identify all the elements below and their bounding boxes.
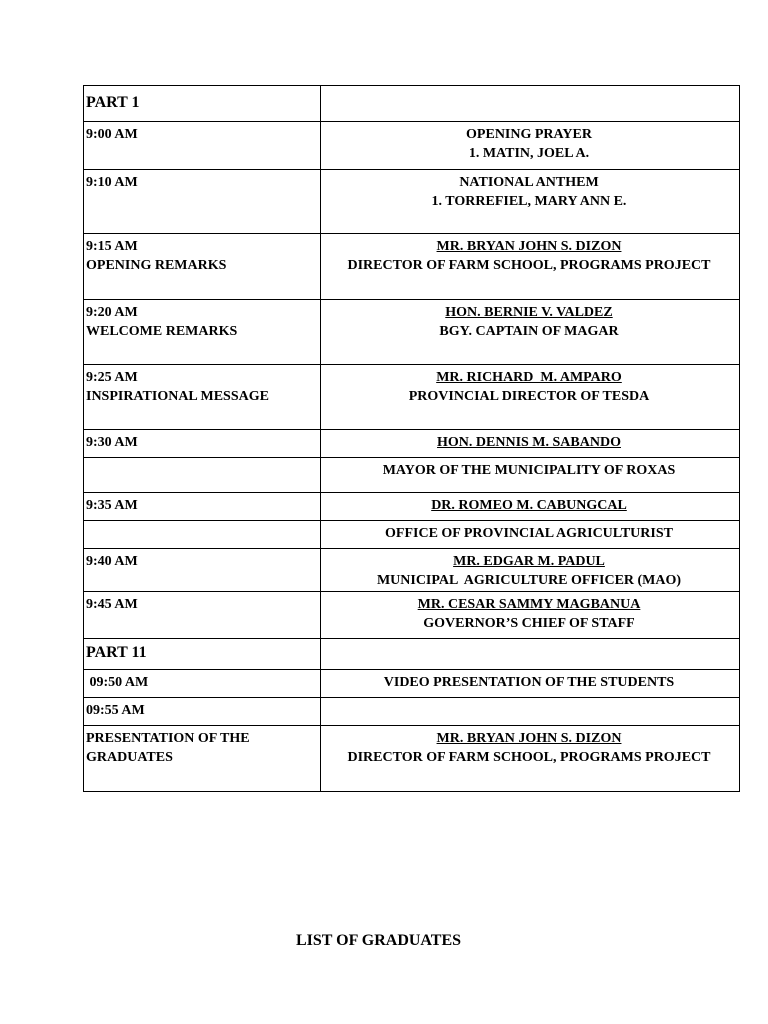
table-row: [84, 458, 740, 493]
time-cell: [84, 234, 321, 300]
activity-cell: [321, 670, 740, 698]
segment-label: PRESENTATION OF THE: [86, 731, 250, 746]
time-cell: [84, 549, 321, 592]
table-row: [84, 493, 740, 521]
time-cell: [84, 170, 321, 234]
table-row: [84, 300, 740, 365]
segment-label: GRADUATES: [86, 750, 173, 765]
time-label: 9:30 AM: [86, 435, 138, 450]
table-row: [84, 234, 740, 300]
table-row: [84, 86, 740, 122]
part-cell: [84, 639, 321, 670]
table-row: [84, 670, 740, 698]
program-table: [83, 85, 740, 792]
participant-name: 1. MATIN, JOEL A.: [468, 146, 590, 161]
speaker-name: MR. CESAR SAMMY MAGBANUA: [417, 597, 641, 612]
time-cell: [84, 592, 321, 639]
time-label: 9:25 AM: [86, 370, 138, 385]
time-cell: [84, 300, 321, 365]
time-label: 9:40 AM: [86, 554, 138, 569]
table-row: [84, 430, 740, 458]
speaker-name: MR. EDGAR M. PADUL: [453, 554, 605, 569]
table-row: [84, 170, 740, 234]
table-row: [84, 365, 740, 430]
speaker-cell: [321, 549, 740, 592]
time-label: 09:50 AM: [86, 675, 149, 690]
time-cell: [84, 365, 321, 430]
speaker-cell: [321, 592, 740, 639]
time-label: 9:00 AM: [86, 127, 138, 142]
speaker-cell: [321, 726, 740, 792]
participant-name: 1. TORREFIEL, MARY ANN E.: [431, 194, 627, 209]
time-cell: [84, 493, 321, 521]
speaker-cell: [321, 365, 740, 430]
activity-cell: [321, 170, 740, 234]
segment-label: WELCOME REMARKS: [86, 324, 238, 339]
speaker-cell: [321, 234, 740, 300]
table-row: [84, 549, 740, 592]
time-cell: [84, 122, 321, 170]
empty-cell: [84, 458, 321, 493]
empty-cell: [321, 698, 740, 726]
segment-cell: [84, 726, 321, 792]
part-label: PART 11: [86, 644, 147, 661]
activity-title: OPENING PRAYER: [466, 127, 592, 142]
table-row: [84, 726, 740, 792]
speaker-title: DIRECTOR OF FARM SCHOOL, PROGRAMS PROJECT: [347, 258, 711, 273]
speaker-title: BGY. CAPTAIN OF MAGAR: [439, 324, 619, 339]
empty-cell: [321, 86, 740, 122]
time-label: 9:45 AM: [86, 597, 138, 612]
time-label: 9:15 AM: [86, 239, 138, 254]
activity-title: NATIONAL ANTHEM: [459, 175, 599, 190]
segment-label: INSPIRATIONAL MESSAGE: [86, 389, 269, 404]
speaker-name: HON. DENNIS M. SABANDO: [437, 435, 621, 450]
time-cell: [84, 698, 321, 726]
table-row: [84, 592, 740, 639]
table-row: [84, 521, 740, 549]
empty-cell: [321, 639, 740, 670]
speaker-name: DR. ROMEO M. CABUNGCAL: [431, 498, 627, 513]
table-row: [84, 698, 740, 726]
segment-label: OPENING REMARKS: [86, 258, 227, 273]
speaker-cell: [321, 493, 740, 521]
time-label: 9:35 AM: [86, 498, 138, 513]
time-label: 9:10 AM: [86, 175, 138, 190]
time-cell: [84, 670, 321, 698]
activity-cell: [321, 122, 740, 170]
empty-cell: [84, 521, 321, 549]
speaker-cell: [321, 430, 740, 458]
speaker-cell: [321, 300, 740, 365]
speaker-title: PROVINCIAL DIRECTOR OF TESDA: [408, 389, 650, 404]
speaker-title: DIRECTOR OF FARM SCHOOL, PROGRAMS PROJECT: [347, 750, 711, 765]
speaker-cell: [321, 458, 740, 493]
activity-title: VIDEO PRESENTATION OF THE STUDENTS: [383, 675, 675, 690]
speaker-title: GOVERNOR’S CHIEF OF STAFF: [423, 616, 635, 631]
speaker-title: MUNICIPAL AGRICULTURE OFFICER (MAO): [376, 573, 682, 588]
speaker-cell: [321, 521, 740, 549]
speaker-title: OFFICE OF PROVINCIAL AGRICULTURIST: [385, 526, 673, 541]
speaker-name: MR. BRYAN JOHN S. DIZON: [436, 731, 622, 746]
speaker-title: MAYOR OF THE MUNICIPALITY OF ROXAS: [382, 463, 676, 478]
speaker-name: HON. BERNIE V. VALDEZ: [445, 305, 613, 320]
time-cell: [84, 430, 321, 458]
table-row: [84, 122, 740, 170]
speaker-name: MR. RICHARD M. AMPARO: [436, 370, 622, 385]
part-label: PART 1: [86, 94, 140, 111]
time-label: 9:20 AM: [86, 305, 138, 320]
part-cell: [84, 86, 321, 122]
list-of-graduates-heading: LIST OF GRADUATES: [295, 932, 462, 949]
speaker-name: MR. BRYAN JOHN S. DIZON: [436, 239, 622, 254]
table-row: [84, 639, 740, 670]
time-label: 09:55 AM: [86, 703, 145, 718]
